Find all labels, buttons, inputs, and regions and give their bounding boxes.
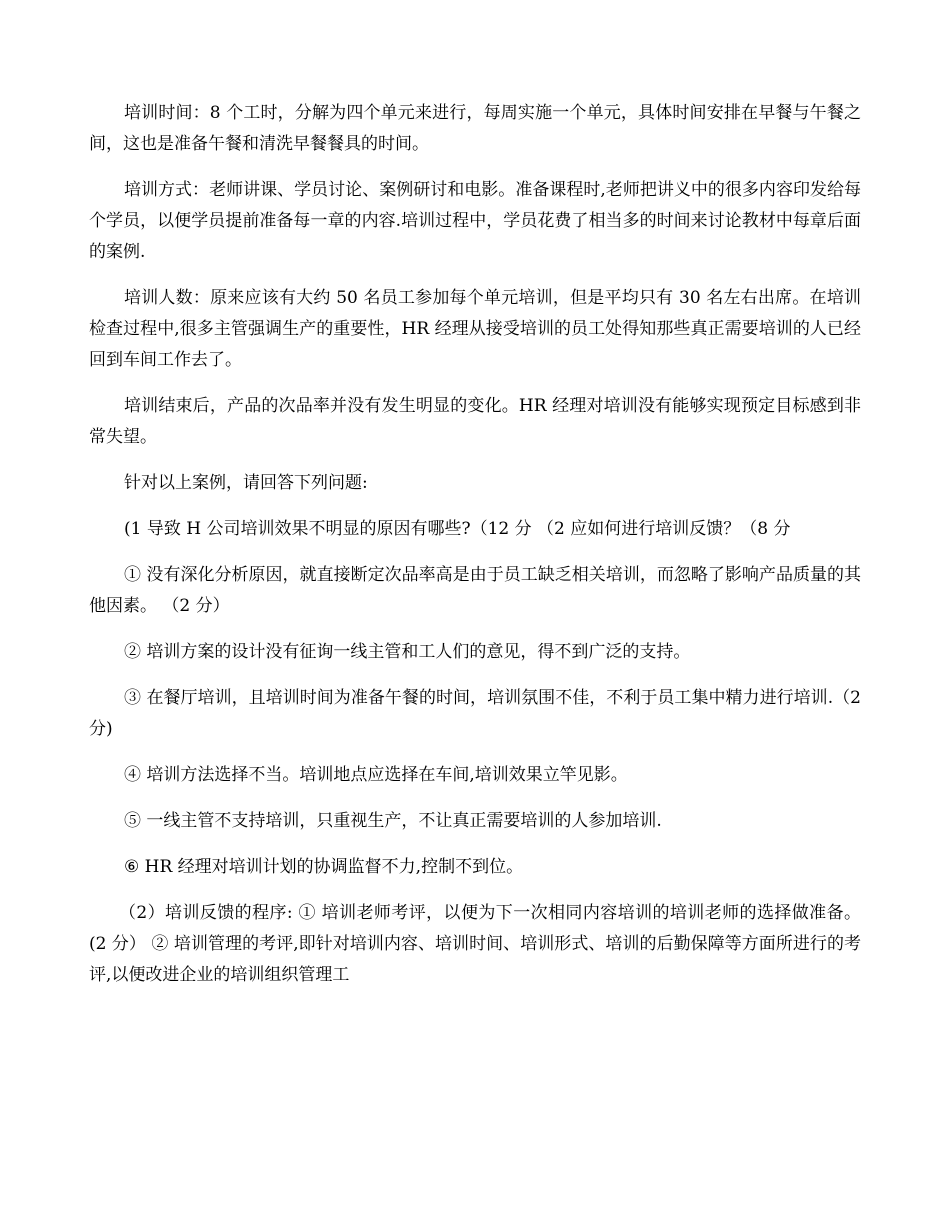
- paragraph-training-attendance: 培训人数：原来应该有大约 50 名员工参加每个单元培训，但是平均只有 30 名左右出席。在培训检查过程中,很多主管强调生产的重要性，HR 经理从接受培训的员工处得知那些真正需要培训的人已经回到车间工作去了。: [89, 288, 861, 370]
- paragraph-training-result: 培训结束后，产品的次品率并没有发生明显的变化。HR 经理对培训没有能够实现预定目标感到非常失望。: [89, 396, 861, 447]
- paragraph-feedback-procedure: （2）培训反馈的程序: ① 培训老师考评，以便为下一次相同内容培训的培训老师的选择做准备。 (2 分） ② 培训管理的考评,即针对培训内容、培训时间、培训形式、培训的后勤保障等方面所进行的考评,以便改进企业的培训组织管理工: [89, 903, 861, 985]
- document-body: [89, 98, 861, 1006]
- paragraph-answer-item-2: ② 培训方案的设计没有征询一线主管和工人们的意见，得不到广泛的支持。: [124, 642, 691, 662]
- paragraph-questions-intro: 针对以上案例，请回答下列问题:: [124, 473, 368, 493]
- paragraph-answer-item-1: ① 没有深化分析原因，就直接断定次品率高是由于员工缺乏相关培训，而忽略了影响产品质量的其他因素。 （2 分）: [89, 565, 861, 616]
- paragraph-training-method: 培训方式：老师讲课、学员讨论、案例研讨和电影。准备课程时,老师把讲义中的很多内容印发给每个学员，以便学员提前准备每一章的内容.培训过程中，学员花费了相当多的时间来讨论教材中每章后面的案例.: [89, 180, 861, 262]
- paragraph-answer-item-4: ④ 培训方法选择不当。培训地点应选择在车间,培训效果立竿见影。: [124, 765, 628, 785]
- paragraph-training-time: 培训时间：8 个工时，分解为四个单元来进行，每周实施一个单元，具体时间安排在早餐与午餐之间，这也是准备午餐和清洗早餐餐具的时间。: [89, 103, 861, 154]
- paragraph-answer-item-5: ⑤ 一线主管不支持培训，只重视生产，不让真正需要培训的人参加培训.: [124, 811, 662, 831]
- paragraph-questions: (1 导致 H 公司培训效果不明显的原因有哪些?（12 分 （2 应如何进行培训反馈？（8 分: [124, 519, 791, 539]
- paragraph-answer-item-3: ③ 在餐厅培训，且培训时间为准备午餐的时间，培训氛围不佳，不利于员工集中精力进行培训.（2 分): [89, 688, 861, 739]
- paragraph-answer-item-6: ⑥ HR 经理对培训计划的协调监督不力,控制不到位。: [124, 857, 524, 877]
